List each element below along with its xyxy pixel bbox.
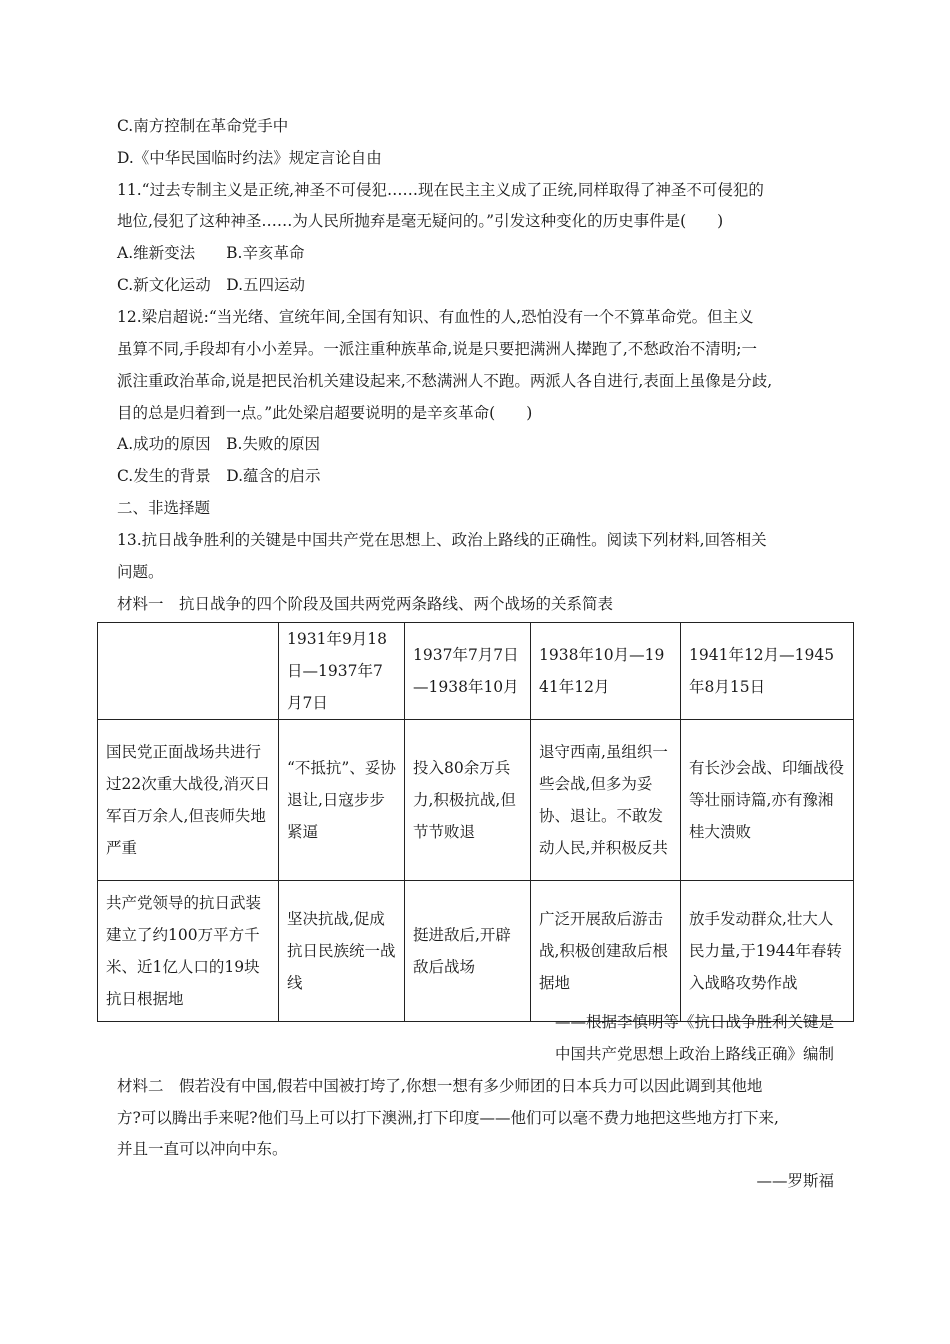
material-2-line-2: 方?可以腾出手来呢?他们马上可以打下澳洲,打下印度——他们可以毫不费力地把这些地方打下来, <box>117 1109 779 1127</box>
table-cell: 放手发动群众,壮大人民力量,于1944年春转入战略攻势作战 <box>681 881 854 1022</box>
table-header-cell: 1938年10月—1941年12月 <box>531 623 681 720</box>
table-header-cell <box>98 623 279 720</box>
table-source-line-2: 中国共产党思想上政治上路线正确》编制 <box>554 1045 834 1063</box>
question-12-line-3: 派注重政治革命,说是把民治机关建设起来,不愁满洲人不跑。两派人各自进行,表面上虽像是分歧, <box>117 372 773 390</box>
material-2-line-3: 并且一直可以冲向中东。 <box>117 1140 288 1158</box>
table-cell: 共产党领导的抗日武装建立了约100万平方千米、近1亿人口的19块抗日根据地 <box>98 881 279 1022</box>
question-13-line-1: 13.抗日战争胜利的关键是中国共产党在思想上、政治上路线的正确性。阅读下列材料,回答相关 <box>117 531 767 549</box>
section-heading: 二、非选择题 <box>117 499 211 517</box>
table-source-line-1: ——根据李慎明等《抗日战争胜利关键是 <box>554 1013 834 1031</box>
material-1-caption: 材料一 抗日战争的四个阶段及国共两党两条路线、两个战场的关系简表 <box>117 595 614 613</box>
table-header-cell: 1931年9月18日—1937年7月7日 <box>279 623 405 720</box>
table-row <box>98 720 854 881</box>
table-cell: 挺进敌后,开辟敌后战场 <box>405 881 531 1022</box>
table-cell: 广泛开展敌后游击战,积极创建敌后根据地 <box>531 881 681 1022</box>
table-cell: 有长沙会战、印缅战役等壮丽诗篇,亦有豫湘桂大溃败 <box>681 720 854 881</box>
table-header-row <box>98 623 854 720</box>
options-ab-q11: A.维新变法 B.辛亥革命 <box>117 244 305 262</box>
table-header-cell: 1941年12月—1945年8月15日 <box>681 623 854 720</box>
table-row <box>98 881 854 1022</box>
table-cell: 退守西南,虽组织一些会战,但多为妥协、退让。不敢发动人民,并积极反共 <box>531 720 681 881</box>
relation-table <box>97 622 854 1022</box>
table-cell: 坚决抗战,促成抗日民族统一战线 <box>279 881 405 1022</box>
question-12-line-4: 目的总是归着到一点。”此处梁启超要说明的是辛亥革命( ) <box>117 404 533 422</box>
table-header-cell: 1937年7月7日—1938年10月 <box>405 623 531 720</box>
option-c-q10: C.南方控制在革命党手中 <box>117 117 289 135</box>
options-cd-q12: C.发生的背景 D.蕴含的启示 <box>117 467 321 485</box>
table-cell: “不抵抗”、妥协退让,日寇步步紧逼 <box>279 720 405 881</box>
question-12-line-1: 12.梁启超说:“当光绪、宣统年间,全国有知识、有血性的人,恐怕没有一个不算革命党。但主义 <box>117 308 754 326</box>
table-cell: 国民党正面战场共进行过22次重大战役,消灭日军百万余人,但丧师失地严重 <box>98 720 279 881</box>
question-11-line-2: 地位,侵犯了这种神圣……为人民所抛弃是毫无疑问的。”引发这种变化的历史事件是( ) <box>117 212 724 230</box>
options-cd-q11: C.新文化运动 D.五四运动 <box>117 276 306 294</box>
options-ab-q12: A.成功的原因 B.失败的原因 <box>117 435 320 453</box>
material-2-attribution: ——罗斯福 <box>756 1172 834 1190</box>
question-12-line-2: 虽算不同,手段却有小小差异。一派注重种族革命,说是只要把满洲人撵跑了,不愁政治不清明;一 <box>117 340 758 358</box>
option-d-q10: D.《中华民国临时约法》规定言论自由 <box>117 149 382 167</box>
question-13-line-2: 问题。 <box>117 563 164 581</box>
material-2-line-1: 材料二 假若没有中国,假若中国被打垮了,你想一想有多少师团的日本兵力可以因此调到其他地 <box>117 1077 763 1095</box>
table-cell: 投入80余万兵力,积极抗战,但节节败退 <box>405 720 531 881</box>
question-11-line-1: 11.“过去专制主义是正统,神圣不可侵犯……现在民主主义成了正统,同样取得了神圣不可侵犯的 <box>117 181 764 199</box>
